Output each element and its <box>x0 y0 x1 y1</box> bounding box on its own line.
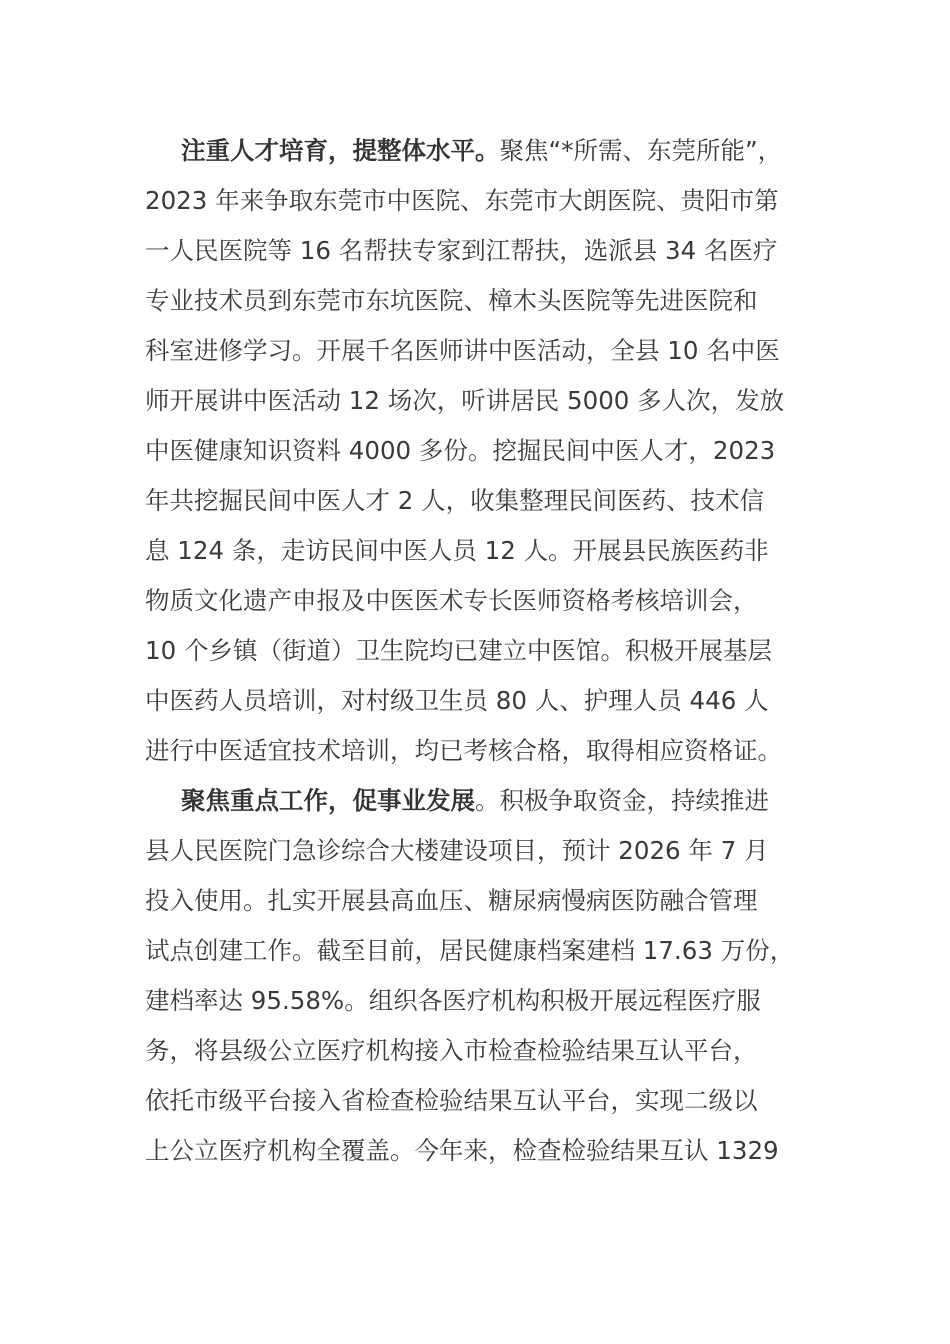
paragraph-line: 进行中医适宜技术培训，均已考核合格，取得相应资格证。 <box>145 736 782 765</box>
paragraph-line: 县人民医院门急诊综合大楼建设项目，预计 2026 年 7 月 <box>145 836 769 865</box>
paragraph-key-work <box>145 776 845 1176</box>
body-text <box>145 126 845 1176</box>
paragraph-heading: 注重人才培育，提整体水平。 <box>181 136 500 165</box>
paragraph-line: 务，将县级公立医疗机构接入市检查检验结果互认平台， <box>145 1036 758 1065</box>
paragraph-line: 中医健康知识资料 4000 多份。挖掘民间中医人才，2023 <box>145 436 776 465</box>
paragraph-line: 中医药人员培训，对村级卫生员 80 人、护理人员 446 人 <box>145 686 769 715</box>
paragraph-line: 2023 年来争取东莞市中医院、东莞市大朗医院、贵阳市第 <box>145 186 779 215</box>
paragraph-line: 上公立医疗机构全覆盖。今年来，检查检验结果互认 1329 <box>145 1136 779 1165</box>
paragraph-line: 注重人才培育，提整体水平。聚焦“*所需、东莞所能”， <box>181 136 783 165</box>
paragraph-line: 建档率达 95.58%。组织各医疗机构积极开展远程医疗服 <box>145 986 761 1015</box>
paragraph-line: 息 124 条，走访民间中医人员 12 人。开展县民族医药非 <box>145 536 769 565</box>
paragraph-line: 10 个乡镇（街道）卫生院均已建立中医馆。积极开展基层 <box>145 636 772 665</box>
paragraph-line: 聚焦重点工作，促事业发展。积极争取资金，持续推进 <box>181 786 769 815</box>
paragraph-line: 投入使用。扎实开展县高血压、糖尿病慢病医防融合管理 <box>145 886 758 915</box>
paragraph-talent-training <box>145 126 845 776</box>
paragraph-line: 科室进修学习。开展千名医师讲中医活动，全县 10 名中医 <box>145 336 780 365</box>
paragraph-line: 师开展讲中医活动 12 场次，听讲居民 5000 多人次，发放 <box>145 386 785 415</box>
paragraph-heading: 聚焦重点工作，促事业发展 <box>181 786 475 815</box>
paragraph-line: 年共挖掘民间中医人才 2 人，收集整理民间医药、技术信 <box>145 486 765 515</box>
paragraph-line: 试点创建工作。截至目前，居民健康档案建档 17.63 万份， <box>145 936 795 965</box>
paragraph-line: 专业技术员到东莞市东坑医院、樟木头医院等先进医院和 <box>145 286 758 315</box>
paragraph-line: 一人民医院等 16 名帮扶专家到江帮扶，选派县 34 名医疗 <box>145 236 778 265</box>
paragraph-line: 物质文化遗产申报及中医医术专长医师资格考核培训会， <box>145 586 758 615</box>
paragraph-line: 依托市级平台接入省检查检验结果互认平台，实现二级以 <box>145 1086 758 1115</box>
